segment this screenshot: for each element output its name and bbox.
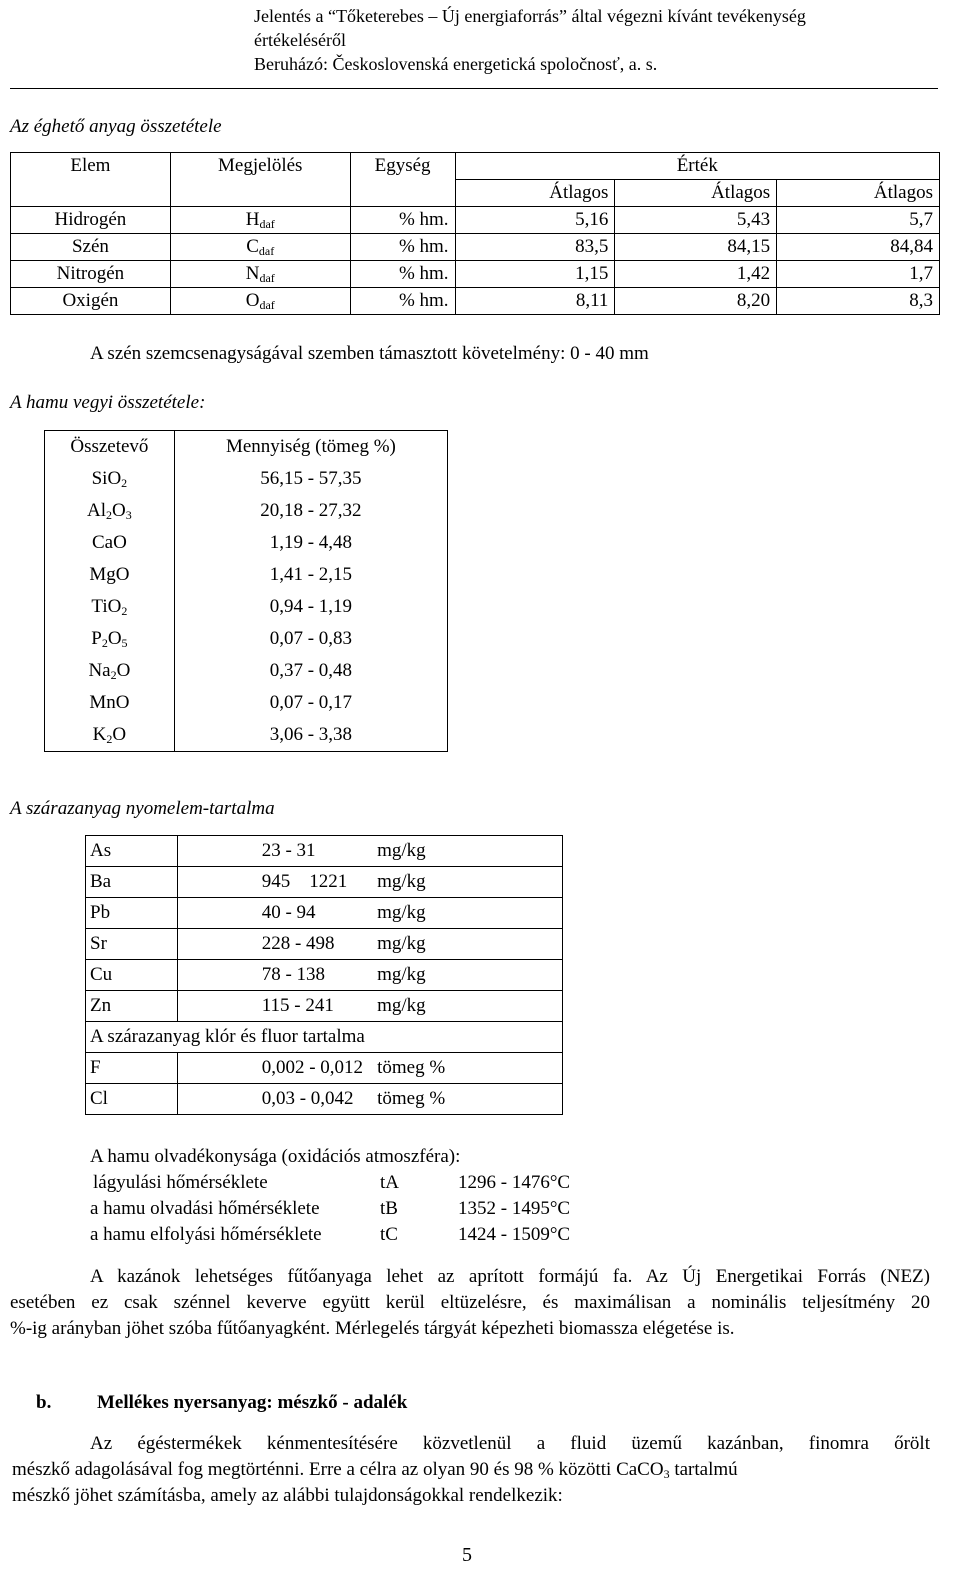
- header-line-2: értékeléséről: [254, 30, 346, 50]
- header-component: Összetevő: [45, 431, 175, 464]
- cell-element: Cl: [86, 1084, 178, 1115]
- cell-unit: mg/kg: [367, 960, 562, 991]
- melting-symbol: tC: [380, 1224, 398, 1245]
- cell-unit: mg/kg: [367, 898, 562, 929]
- table-row: [86, 991, 563, 1022]
- paragraph-line: esetében ez csak szénnel keverve együtt kerül eltüzelésre, és maximálisan a nominális teljesítmény 20: [10, 1292, 930, 1313]
- header-quantity: Mennyiség (tömeg %): [174, 431, 447, 464]
- cell-unit: mg/kg: [367, 991, 562, 1022]
- cell-unit: % hm.: [350, 288, 455, 315]
- table-row: [45, 559, 448, 591]
- melting-value: 1352 - 1495°C: [458, 1198, 571, 1219]
- section-b-number: b.: [36, 1392, 52, 1413]
- empty-cell: [367, 1022, 562, 1053]
- melting-symbol: tA: [380, 1172, 399, 1193]
- cell-symbol: $O_{daf}$: [170, 288, 350, 315]
- cell-quantity: 0,94 - 1,19: [174, 591, 447, 623]
- table-row: [45, 623, 448, 655]
- chlorine-fluorine-subtitle: A szárazanyag klór és fluor tartalma: [86, 1022, 368, 1053]
- table-row: [11, 261, 940, 288]
- cell-quantity: 0,37 - 0,48: [174, 655, 447, 687]
- cell-element: Szén: [11, 234, 171, 261]
- cell-element: Ba: [86, 867, 178, 898]
- table-row: [86, 836, 563, 867]
- paragraph-line: mészkő jöhet számításba, amely az alábbi tulajdonságokkal rendelkezik:: [12, 1485, 563, 1506]
- cell-component: TiO$_2$: [45, 591, 175, 623]
- cell-range: 40 - 94: [177, 898, 367, 929]
- header-unit: Egység: [350, 153, 455, 207]
- table-row: [45, 687, 448, 719]
- cell-range: 23 - 31: [177, 836, 367, 867]
- header-line-1: Jelentés a “Tőketerebes – Új energiaforrás” által végezni kívánt tevékenység: [254, 6, 806, 26]
- melting-label: a hamu elfolyási hőmérséklete: [90, 1224, 322, 1245]
- melting-symbol: tB: [380, 1198, 398, 1219]
- paragraph-line: %-ig arányban jöhet szóba fűtőanyagként. Mérlegelés tárgyát képezheti biomassza elégetése is.: [10, 1318, 735, 1339]
- header-elem: Elem: [11, 153, 171, 207]
- table-row: [11, 207, 940, 234]
- header-rule: [10, 88, 938, 89]
- cell-element: Zn: [86, 991, 178, 1022]
- table-row: [86, 960, 563, 991]
- cell-quantity: 3,06 - 3,38: [174, 719, 447, 752]
- cell-symbol: $H_{daf}$: [170, 207, 350, 234]
- melting-value: 1296 - 1476°C: [458, 1172, 571, 1193]
- cell-element: Oxigén: [11, 288, 171, 315]
- table-row: [86, 1084, 563, 1115]
- table-row: [45, 655, 448, 687]
- cell-unit: mg/kg: [367, 836, 562, 867]
- section-b-title: Mellékes nyersanyag: mészkő - adalék: [97, 1392, 408, 1413]
- paragraph-line: Az égéstermékek kénmentesítésére közvetlenül a fluid üzemű kazánban, finomra őrölt: [90, 1433, 930, 1454]
- cell-unit: % hm.: [350, 234, 455, 261]
- cell-value: 83,5: [455, 234, 615, 261]
- cell-value: 1,42: [615, 261, 777, 288]
- paragraph-line: A kazánok lehetséges fűtőanyaga lehet az aprított formájú fa. Az Új Energetikai Forrás (NEZ): [90, 1266, 930, 1287]
- cell-value: 1,15: [455, 261, 615, 288]
- cell-component: $Na_2O$: [45, 655, 175, 687]
- header-line-3: Beruházó: Československá energetická spoločnosť, a. s.: [254, 54, 658, 74]
- table-row: [45, 591, 448, 623]
- cell-range: 945 1221: [177, 867, 367, 898]
- cell-unit: % hm.: [350, 207, 455, 234]
- cell-value: 5,16: [455, 207, 615, 234]
- cell-quantity: 56,15 - 57,35: [174, 463, 447, 495]
- header-value: Érték: [455, 153, 939, 180]
- cell-unit: % hm.: [350, 261, 455, 288]
- cell-element: Nitrogén: [11, 261, 171, 288]
- cell-unit: tömeg %: [367, 1053, 562, 1084]
- cell-range: 78 - 138: [177, 960, 367, 991]
- cell-unit: mg/kg: [367, 929, 562, 960]
- cell-component: $Al_2O_3$: [45, 495, 175, 527]
- melting-label: a hamu olvadási hőmérséklete: [90, 1198, 320, 1219]
- cell-value: 8,11: [455, 288, 615, 315]
- cell-component: CaO: [45, 527, 175, 559]
- cell-value: 5,7: [777, 207, 940, 234]
- cell-value: 8,3: [777, 288, 940, 315]
- cell-element: As: [86, 836, 178, 867]
- subheader-average: Átlagos: [455, 180, 615, 207]
- cell-component: SiO$_2$: [45, 463, 175, 495]
- table-row: [86, 898, 563, 929]
- table-row: [45, 527, 448, 559]
- grain-size-requirement: A szén szemcsenagyságával szemben támasztott követelmény: 0 - 40 mm: [90, 343, 649, 364]
- trace-elements-table: [85, 835, 563, 1115]
- cell-value: 8,20: [615, 288, 777, 315]
- combustible-composition-table: [10, 152, 940, 315]
- cell-range: 0,03 - 0,042: [177, 1084, 367, 1115]
- table-row: [86, 929, 563, 960]
- cell-quantity: 0,07 - 0,83: [174, 623, 447, 655]
- cell-component: MgO: [45, 559, 175, 591]
- section-title-ash: A hamu vegyi összetétele:: [10, 392, 206, 413]
- cell-element: Pb: [86, 898, 178, 929]
- cell-value: 84,84: [777, 234, 940, 261]
- ash-composition-table: [44, 430, 448, 752]
- table-row: [86, 867, 563, 898]
- subheader-average: Átlagos: [777, 180, 940, 207]
- header-designation: Megjelölés: [170, 153, 350, 207]
- table-row: [11, 234, 940, 261]
- table-row: [11, 288, 940, 315]
- cell-element: Hidrogén: [11, 207, 171, 234]
- table-row: [45, 719, 448, 752]
- cell-quantity: 0,07 - 0,17: [174, 687, 447, 719]
- ash-melting-title: A hamu olvadékonysága (oxidációs atmoszféra):: [90, 1146, 461, 1167]
- cell-value: 1,7: [777, 261, 940, 288]
- cell-symbol: $C_{daf}$: [170, 234, 350, 261]
- table-row: [45, 495, 448, 527]
- cell-quantity: 20,18 - 27,32: [174, 495, 447, 527]
- cell-value: 84,15: [615, 234, 777, 261]
- cell-unit: tömeg %: [367, 1084, 562, 1115]
- cell-quantity: 1,19 - 4,48: [174, 527, 447, 559]
- cell-range: 228 - 498: [177, 929, 367, 960]
- cell-element: Sr: [86, 929, 178, 960]
- cell-component: MnO: [45, 687, 175, 719]
- table-row: [45, 463, 448, 495]
- cell-quantity: 1,41 - 2,15: [174, 559, 447, 591]
- cell-component: $K_2O$: [45, 719, 175, 752]
- section-title-trace-elements: A szárazanyag nyomelem-tartalma: [10, 798, 275, 819]
- cell-unit: mg/kg: [367, 867, 562, 898]
- cell-component: $P_2O_5$: [45, 623, 175, 655]
- page-number: 5: [462, 1544, 472, 1566]
- subheader-average: Átlagos: [615, 180, 777, 207]
- cell-range: 115 - 241: [177, 991, 367, 1022]
- cell-element: F: [86, 1053, 178, 1084]
- paragraph-line: mészkő adagolásával fog megtörténni. Erre a célra az olyan 90 és 98 % közötti CaCO$_3$ tartalmú: [12, 1459, 738, 1481]
- melting-label: lágyulási hőmérséklete: [93, 1172, 268, 1193]
- document-header: [254, 4, 806, 76]
- melting-value: 1424 - 1509°C: [458, 1224, 571, 1245]
- cell-range: 0,002 - 0,012: [177, 1053, 367, 1084]
- cell-value: 5,43: [615, 207, 777, 234]
- table-row: [86, 1022, 563, 1053]
- section-title-combustible: Az éghető anyag összetétele: [10, 116, 222, 137]
- cell-element: Cu: [86, 960, 178, 991]
- table-row: [86, 1053, 563, 1084]
- cell-symbol: $N_{daf}$: [170, 261, 350, 288]
